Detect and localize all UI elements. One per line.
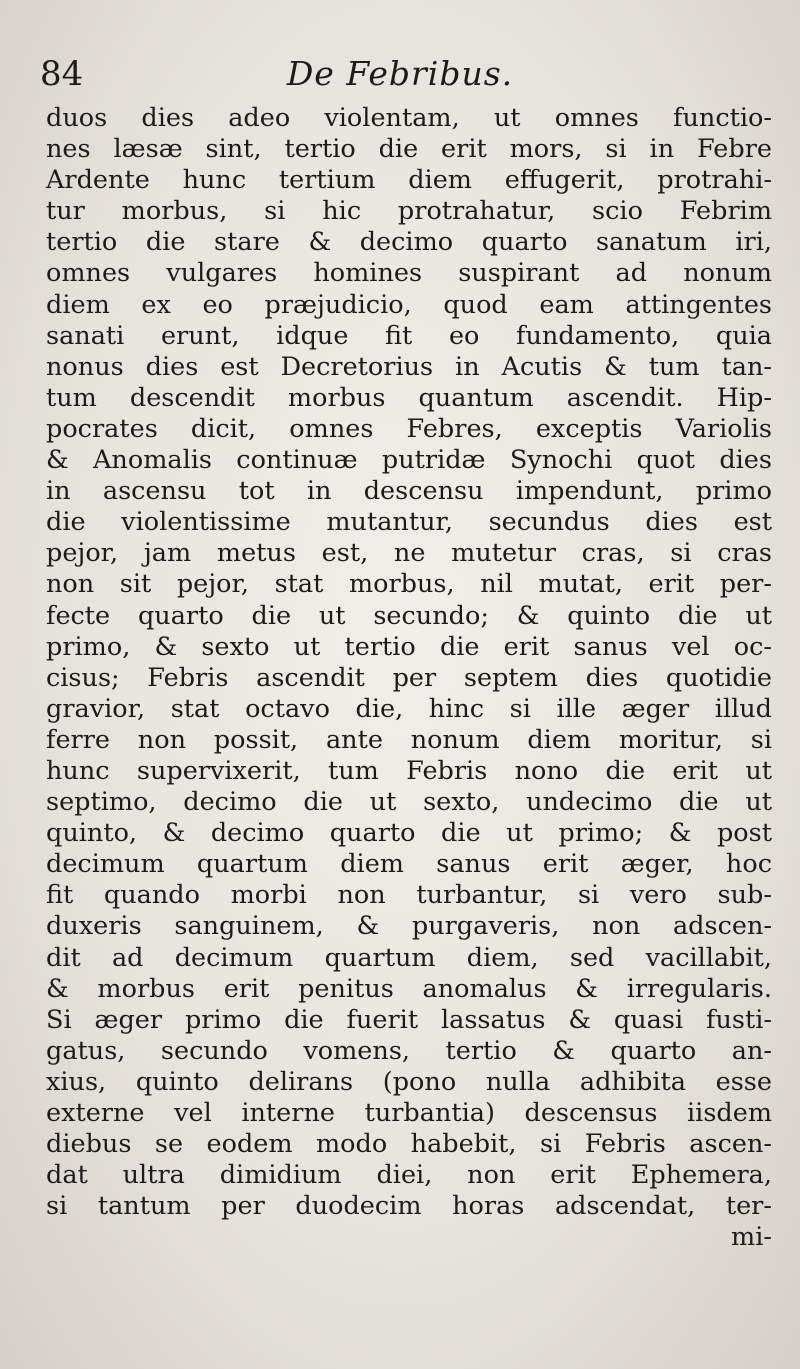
- text-line: duos dies adeo violentam, ut omnes functio-: [46, 103, 772, 133]
- page-header: [40, 50, 760, 98]
- text-line: diebus se eodem modo habebit, si Febris ascen-: [46, 1129, 772, 1160]
- text-line: hunc supervixerit, tum Febris nono die erit ut: [46, 755, 772, 786]
- text-line: & morbus erit penitus anomalus & irregularis.: [46, 973, 772, 1004]
- text-line: xius, quinto delirans (pono nulla adhibita esse: [46, 1066, 772, 1097]
- text-line: nonus dies est Decretorius in Acutis & tum tan-: [46, 351, 772, 382]
- body-text: [46, 103, 772, 1253]
- text-line: non sit pejor, stat morbus, nil mutat, erit per-: [46, 569, 772, 600]
- text-line: tum descendit morbus quantum ascendit. Hip-: [46, 382, 772, 413]
- text-line: gatus, secundo vomens, tertio & quarto an-: [46, 1035, 772, 1066]
- catchword: mi-: [731, 1222, 772, 1253]
- text-line: externe vel interne turbantia) descensus iisdem: [46, 1098, 772, 1128]
- text-line: fit quando morbi non turbantur, si vero sub-: [46, 880, 772, 911]
- text-line: dit ad decimum quartum diem, sed vacillabit,: [46, 942, 772, 973]
- text-line: quinto, & decimo quarto die ut primo; & post: [46, 818, 772, 849]
- text-line: decimum quartum diem sanus erit æger, hoc: [46, 849, 772, 880]
- text-line: nes læsæ sint, tertio die erit mors, si in Febre: [46, 134, 772, 165]
- text-line: si tantum per duodecim horas adscendat, ter-: [46, 1191, 772, 1222]
- text-line: die violentissime mutantur, secundus dies est: [46, 507, 772, 538]
- text-line: duxeris sanguinem, & purgaveris, non adscen-: [46, 911, 772, 942]
- text-line: & Anomalis continuæ putridæ Synochi quot dies: [46, 445, 772, 476]
- text-line: Ardente hunc tertium diem effugerit, protrahi-: [46, 165, 772, 196]
- text-line: sanati erunt, idque fit eo fundamento, quia: [46, 320, 772, 351]
- text-line: gravior, stat octavo die, hinc si ille æger illud: [46, 693, 772, 724]
- text-line: tur morbus, si hic protrahatur, scio Febrim: [46, 196, 772, 227]
- text-line: diem ex eo præjudicio, quod eam attingentes: [46, 289, 772, 320]
- text-line: omnes vulgares homines suspirant ad nonum: [46, 258, 772, 289]
- text-line: pocrates dicit, omnes Febres, exceptis Variolis: [46, 413, 772, 444]
- page-number: 84: [40, 54, 84, 94]
- text-line: cisus; Febris ascendit per septem dies quotidie: [46, 662, 772, 693]
- text-line: Si æger primo die fuerit lassatus & quasi fusti-: [46, 1004, 772, 1035]
- text-line: in ascensu tot in descensu impendunt, primo: [46, 476, 772, 507]
- text-line: pejor, jam metus est, ne mutetur cras, si cras: [46, 538, 772, 569]
- text-line: fecte quarto die ut secundo; & quinto die ut: [46, 600, 772, 631]
- text-line: septimo, decimo die ut sexto, undecimo die ut: [46, 787, 772, 818]
- text-line: tertio die stare & decimo quarto sanatum iri,: [46, 227, 772, 258]
- running-head: De Febribus.: [286, 54, 514, 93]
- text-line: ferre non possit, ante nonum diem moritur, si: [46, 724, 772, 755]
- text-line: primo, & sexto ut tertio die erit sanus vel oc-: [46, 631, 772, 662]
- text-line: dat ultra dimidium diei, non erit Ephemera,: [46, 1160, 772, 1191]
